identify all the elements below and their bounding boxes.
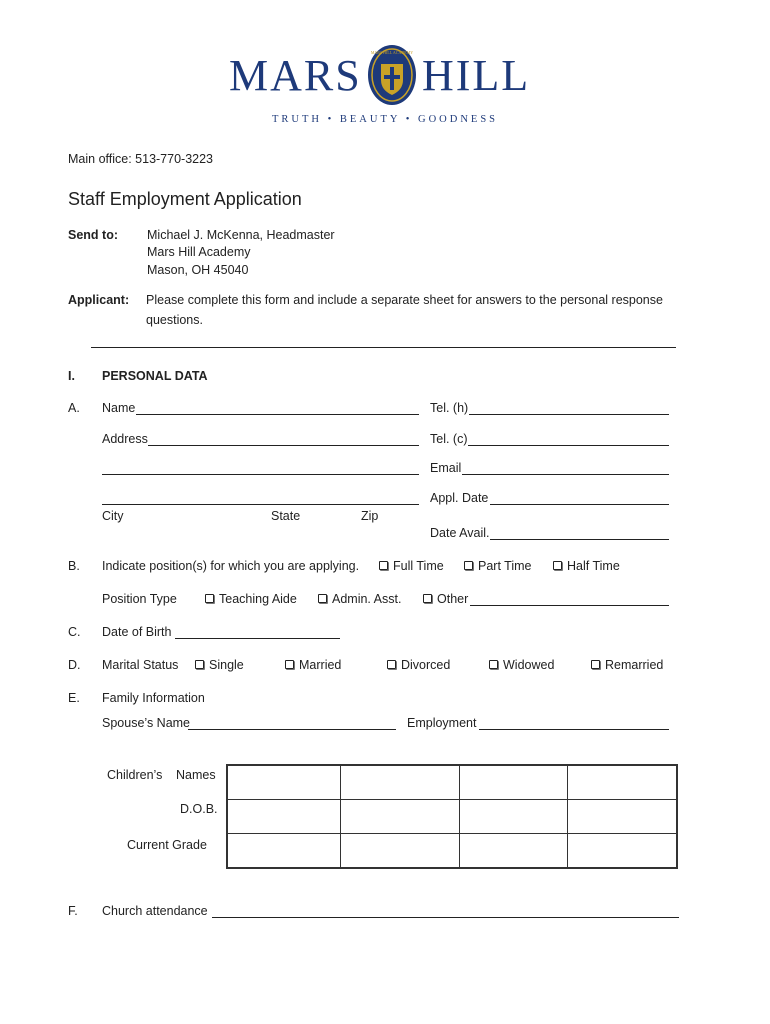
address-field-line-2[interactable] bbox=[102, 474, 419, 475]
appl-date-label: Appl. Date bbox=[430, 491, 489, 505]
email-label: Email bbox=[430, 461, 462, 475]
name-label: Name bbox=[102, 401, 136, 415]
child-1-name-cell[interactable] bbox=[227, 765, 341, 800]
applicant-instructions-line-1: Please complete this form and include a separate sheet for answers to the personal response bbox=[146, 293, 663, 307]
children-label: Children’s bbox=[107, 768, 163, 782]
children-table bbox=[226, 764, 678, 869]
married-checkbox[interactable] bbox=[285, 660, 294, 669]
children-dob-label: D.O.B. bbox=[180, 802, 218, 816]
child-2-dob-cell[interactable] bbox=[341, 800, 460, 834]
child-3-grade-cell[interactable] bbox=[460, 834, 568, 869]
send-to-line-1: Michael J. McKenna, Headmaster bbox=[147, 228, 335, 242]
half-time-label: Half Time bbox=[567, 559, 620, 573]
date-avail-field[interactable] bbox=[490, 539, 669, 540]
child-2-grade-cell[interactable] bbox=[341, 834, 460, 869]
section-number: I. bbox=[68, 369, 75, 383]
child-4-grade-cell[interactable] bbox=[568, 834, 678, 869]
date-avail-label: Date Avail. bbox=[430, 526, 490, 540]
child-4-dob-cell[interactable] bbox=[568, 800, 678, 834]
main-office-phone: Main office: 513-770-3223 bbox=[68, 152, 214, 166]
tel-cell-label: Tel. (c) bbox=[430, 432, 468, 446]
send-to-line-2: Mars Hill Academy bbox=[147, 245, 251, 259]
widowed-checkbox[interactable] bbox=[489, 660, 498, 669]
full-time-checkbox[interactable] bbox=[379, 561, 388, 570]
child-2-name-cell[interactable] bbox=[341, 765, 460, 800]
part-time-label: Part Time bbox=[478, 559, 532, 573]
divorced-checkbox[interactable] bbox=[387, 660, 396, 669]
admin-asst-label: Admin. Asst. bbox=[332, 592, 402, 606]
other-checkbox[interactable] bbox=[423, 594, 432, 603]
single-checkbox[interactable] bbox=[195, 660, 204, 669]
address-label: Address bbox=[102, 432, 148, 446]
half-time-checkbox[interactable] bbox=[553, 561, 562, 570]
logo-text-mars: MARS bbox=[229, 51, 362, 100]
date-of-birth-field[interactable] bbox=[175, 638, 340, 639]
tagline: TRUTH • BEAUTY • GOODNESS bbox=[271, 114, 499, 125]
children-dob-row bbox=[227, 800, 677, 834]
remarried-checkbox[interactable] bbox=[591, 660, 600, 669]
part-time-checkbox[interactable] bbox=[464, 561, 473, 570]
remarried-label: Remarried bbox=[605, 658, 664, 672]
employment-field[interactable] bbox=[479, 729, 669, 730]
applicant-label: Applicant: bbox=[68, 293, 130, 307]
send-to-label: Send to: bbox=[68, 228, 118, 242]
divorced-label: Divorced bbox=[401, 658, 451, 672]
tel-home-field[interactable] bbox=[469, 414, 669, 415]
tel-home-label: Tel. (h) bbox=[430, 401, 469, 415]
part-b-letter: B. bbox=[68, 559, 80, 573]
state-label: State bbox=[271, 509, 301, 523]
logo-text-hill: HILL bbox=[422, 51, 531, 100]
section-divider bbox=[91, 347, 676, 348]
other-field[interactable] bbox=[470, 605, 669, 606]
zip-label: Zip bbox=[361, 509, 379, 523]
church-attendance-label: Church attendance bbox=[102, 904, 208, 918]
married-label: Married bbox=[299, 658, 342, 672]
section-title: PERSONAL DATA bbox=[102, 369, 208, 383]
appl-date-field[interactable] bbox=[490, 504, 669, 505]
child-3-name-cell[interactable] bbox=[460, 765, 568, 800]
child-1-dob-cell[interactable] bbox=[227, 800, 341, 834]
single-label: Single bbox=[209, 658, 244, 672]
tel-cell-field[interactable] bbox=[468, 445, 669, 446]
part-a-letter: A. bbox=[68, 401, 80, 415]
children-names-label: Names bbox=[176, 768, 216, 782]
position-prompt: Indicate position(s) for which you are applying. bbox=[102, 559, 360, 573]
children-grade-row bbox=[227, 834, 677, 869]
applicant-instructions-line-2: questions. bbox=[146, 313, 203, 327]
date-of-birth-label: Date of Birth bbox=[102, 625, 172, 639]
teaching-aide-label: Teaching Aide bbox=[219, 592, 297, 606]
other-label: Other bbox=[437, 592, 469, 606]
children-grade-label: Current Grade bbox=[127, 838, 207, 852]
marital-status-label: Marital Status bbox=[102, 658, 179, 672]
admin-asst-checkbox[interactable] bbox=[318, 594, 327, 603]
children-names-row bbox=[227, 765, 677, 800]
send-to-line-3: Mason, OH 45040 bbox=[147, 263, 249, 277]
part-f-letter: F. bbox=[68, 904, 78, 918]
widowed-label: Widowed bbox=[503, 658, 555, 672]
mars-hill-seal-icon bbox=[366, 42, 418, 108]
child-4-name-cell[interactable] bbox=[568, 765, 678, 800]
part-e-letter: E. bbox=[68, 691, 80, 705]
city-label: City bbox=[102, 509, 124, 523]
child-3-dob-cell[interactable] bbox=[460, 800, 568, 834]
page-title: Staff Employment Application bbox=[68, 189, 302, 209]
part-c-letter: C. bbox=[68, 625, 81, 639]
email-field[interactable] bbox=[462, 474, 669, 475]
position-type-label: Position Type bbox=[102, 592, 177, 606]
address-field-line-1[interactable] bbox=[148, 445, 419, 446]
teaching-aide-checkbox[interactable] bbox=[205, 594, 214, 603]
full-time-label: Full Time bbox=[393, 559, 444, 573]
family-information-label: Family Information bbox=[102, 691, 205, 705]
spouse-name-field[interactable] bbox=[188, 729, 396, 730]
name-field[interactable] bbox=[136, 414, 419, 415]
employment-label: Employment bbox=[407, 716, 477, 730]
church-attendance-field[interactable] bbox=[212, 917, 679, 918]
part-d-letter: D. bbox=[68, 658, 81, 672]
spouse-name-label: Spouse’s Name bbox=[102, 716, 191, 730]
child-1-grade-cell[interactable] bbox=[227, 834, 341, 869]
address-field-line-3[interactable] bbox=[102, 504, 419, 505]
svg-text:MARS HILL ACADEMY: MARS HILL ACADEMY bbox=[370, 50, 414, 55]
